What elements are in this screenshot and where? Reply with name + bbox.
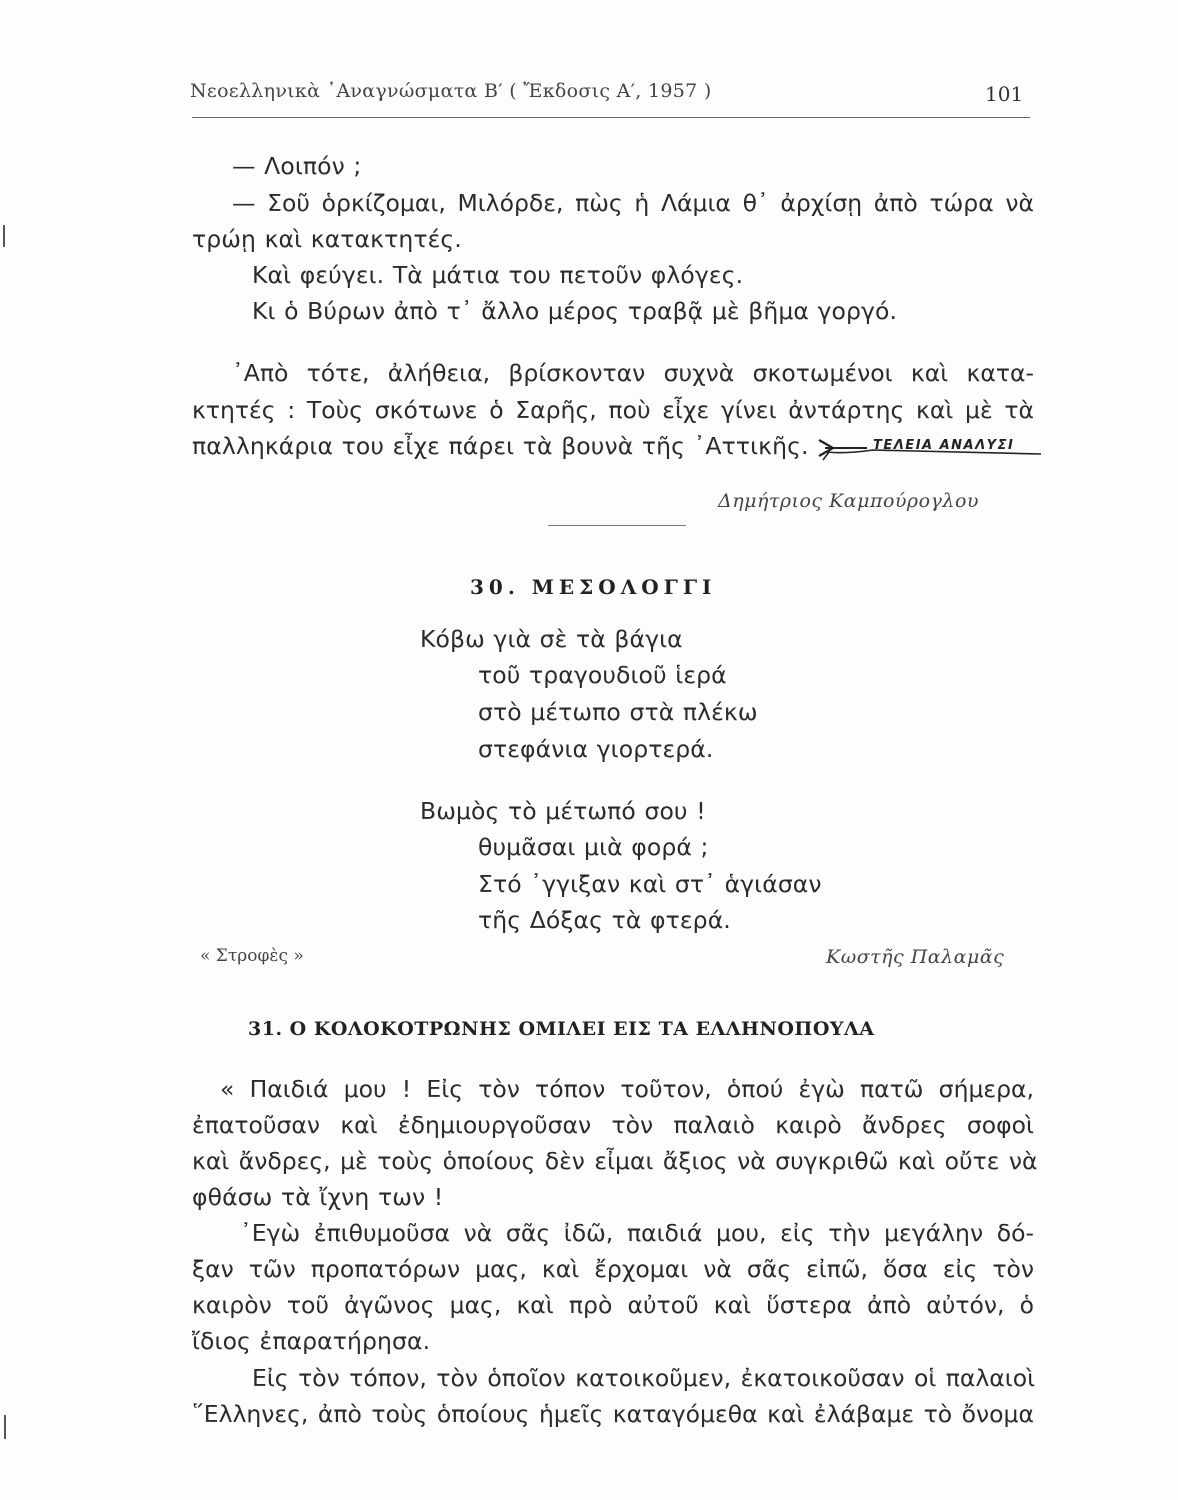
paragraph-line: ῞Ελληνες, ἀπὸ τοὺς ὁποίους ἡμεῖς καταγόμεθα καὶ ἐλάβαμε τὸ ὄνομα — [192, 1400, 1034, 1428]
paragraph-line: « Παιδιά μου ! Εἰς τὸν τόπον τοῦτον, ὁπού ἐγὼ πατῶ σήμερα, — [220, 1075, 1034, 1103]
poem-line: τοῦ τραγουδιοῦ ἱερά — [478, 661, 727, 689]
paragraph-line: Εἰς τὸν τόπον, τὸν ὁποῖον κατοικοῦμεν, ἐκατοικοῦσαν οἱ παλαιοὶ — [252, 1364, 1036, 1392]
paragraph-line: κτητές : Τοὺς σκότωνε ὁ Σαρῆς, ποὺ εἶχε γίνει ἀντάρτης καὶ μὲ τὰ — [192, 396, 1034, 424]
paragraph-line: καιρὸν τοῦ ἀγῶνος μας, καὶ πρὸ αὐτοῦ καὶ ὕστερα ἀπὸ αὐτόν, ὁ — [192, 1291, 1034, 1319]
dialogue-line: Καὶ φεύγει. Τὰ μάτια του πετοῦν φλόγες. — [252, 261, 744, 289]
paragraph-line: καὶ ἄνδρες, μὲ τοὺς ὁποίους δὲν εἶμαι ἄξιος νὰ συγκριθῶ καὶ οὔτε νὰ — [192, 1147, 1038, 1175]
handwritten-note-text: ΤΕΛΕΙΑ ΑΝΑΛΥΣΙ — [873, 438, 1015, 453]
paragraph-line: ᾿Εγὼ ἐπιθυμοῦσα νὰ σᾶς ἰδῶ, παιδιά μου, εἰς τὴν μεγάλην δό- — [240, 1219, 1034, 1247]
poem-source: « Στροφὲς » — [200, 946, 304, 966]
paragraph-line: φθάσω τὰ ἴχνη των ! — [192, 1183, 444, 1211]
margin-mark — [4, 1415, 6, 1439]
paragraph-line: παλληκάρια του εἶχε πάρει τὰ βουνὰ τῆς ᾿Αττικῆς. — [192, 432, 809, 460]
poem-line: στεφάνια γιορτερά. — [478, 735, 714, 763]
poem-line: στὸ μέτωπο στὰ πλέκω — [478, 698, 758, 726]
running-title: Νεοελληνικὰ ᾿Αναγνώσματα Β′ ( Ἔκδοσις Α′, 1957 ) — [190, 80, 712, 102]
poem-line: θυμᾶσαι μιὰ φορά ; — [478, 833, 709, 861]
paragraph-line: ἐπατοῦσαν καὶ ἐδημιουργοῦσαν τὸν παλαιὸ καιρὸ ἄνδρες σοφοὶ — [192, 1111, 1034, 1139]
page-number: 101 — [985, 82, 1024, 106]
paragraph-line: ξαν τῶν προπατόρων μας, καὶ ἔρχομαι νὰ σᾶς εἰπῶ, ὅσα εἰς τὸν — [192, 1255, 1034, 1283]
poem-line: Στό ᾿γγιξαν καὶ στ᾿ ἁγιάσαν — [478, 870, 822, 898]
paragraph-line: ἴδιος ἐπαρατήρησα. — [192, 1327, 431, 1355]
poem-line: Κόβω γιὰ σὲ τὰ βάγια — [420, 625, 683, 653]
handwritten-note — [815, 430, 1045, 468]
section-title: 31. Ο ΚΟΛΟΚΟΤΡΩΝΗΣ ΟΜΙΛΕΙ ΕΙΣ ΤΑ ΕΛΛΗΝΟΠΟΥΛΑ — [248, 1018, 875, 1040]
margin-mark — [3, 225, 5, 247]
dialogue-line: τρώῃ καὶ κατακτητές. — [192, 225, 462, 253]
dialogue-line: — Λοιπόν ; — [232, 152, 362, 180]
poem-line: τῆς Δόξας τὰ φτερά. — [478, 906, 731, 934]
poem-line: Βωμὸς τὸ μέτωπό σου ! — [420, 797, 706, 825]
author-signature: Κωστῆς Παλαμᾶς — [826, 946, 1005, 968]
header-rule — [192, 117, 1030, 118]
poem-title: 30. ΜΕΣΟΛΟΓΓΙ — [470, 575, 717, 599]
dialogue-line: Κι ὁ Βύρων ἀπὸ τ᾿ ἄλλο μέρος τραβᾷ μὲ βῆμα γοργό. — [252, 297, 898, 325]
author-signature: Δημήτριος Καμπούρογλου — [718, 490, 979, 512]
dialogue-line: — Σοῦ ὁρκίζομαι, Μιλόρδε, πὼς ἡ Λάμια θ᾿ ἀρχίσῃ ἀπὸ τώρα νὰ — [232, 189, 1034, 217]
section-separator — [548, 525, 686, 526]
paragraph-line: ᾿Απὸ τότε, ἀλήθεια, βρίσκονταν συχνὰ σκοτωμένοι καὶ κατα- — [232, 359, 1034, 387]
